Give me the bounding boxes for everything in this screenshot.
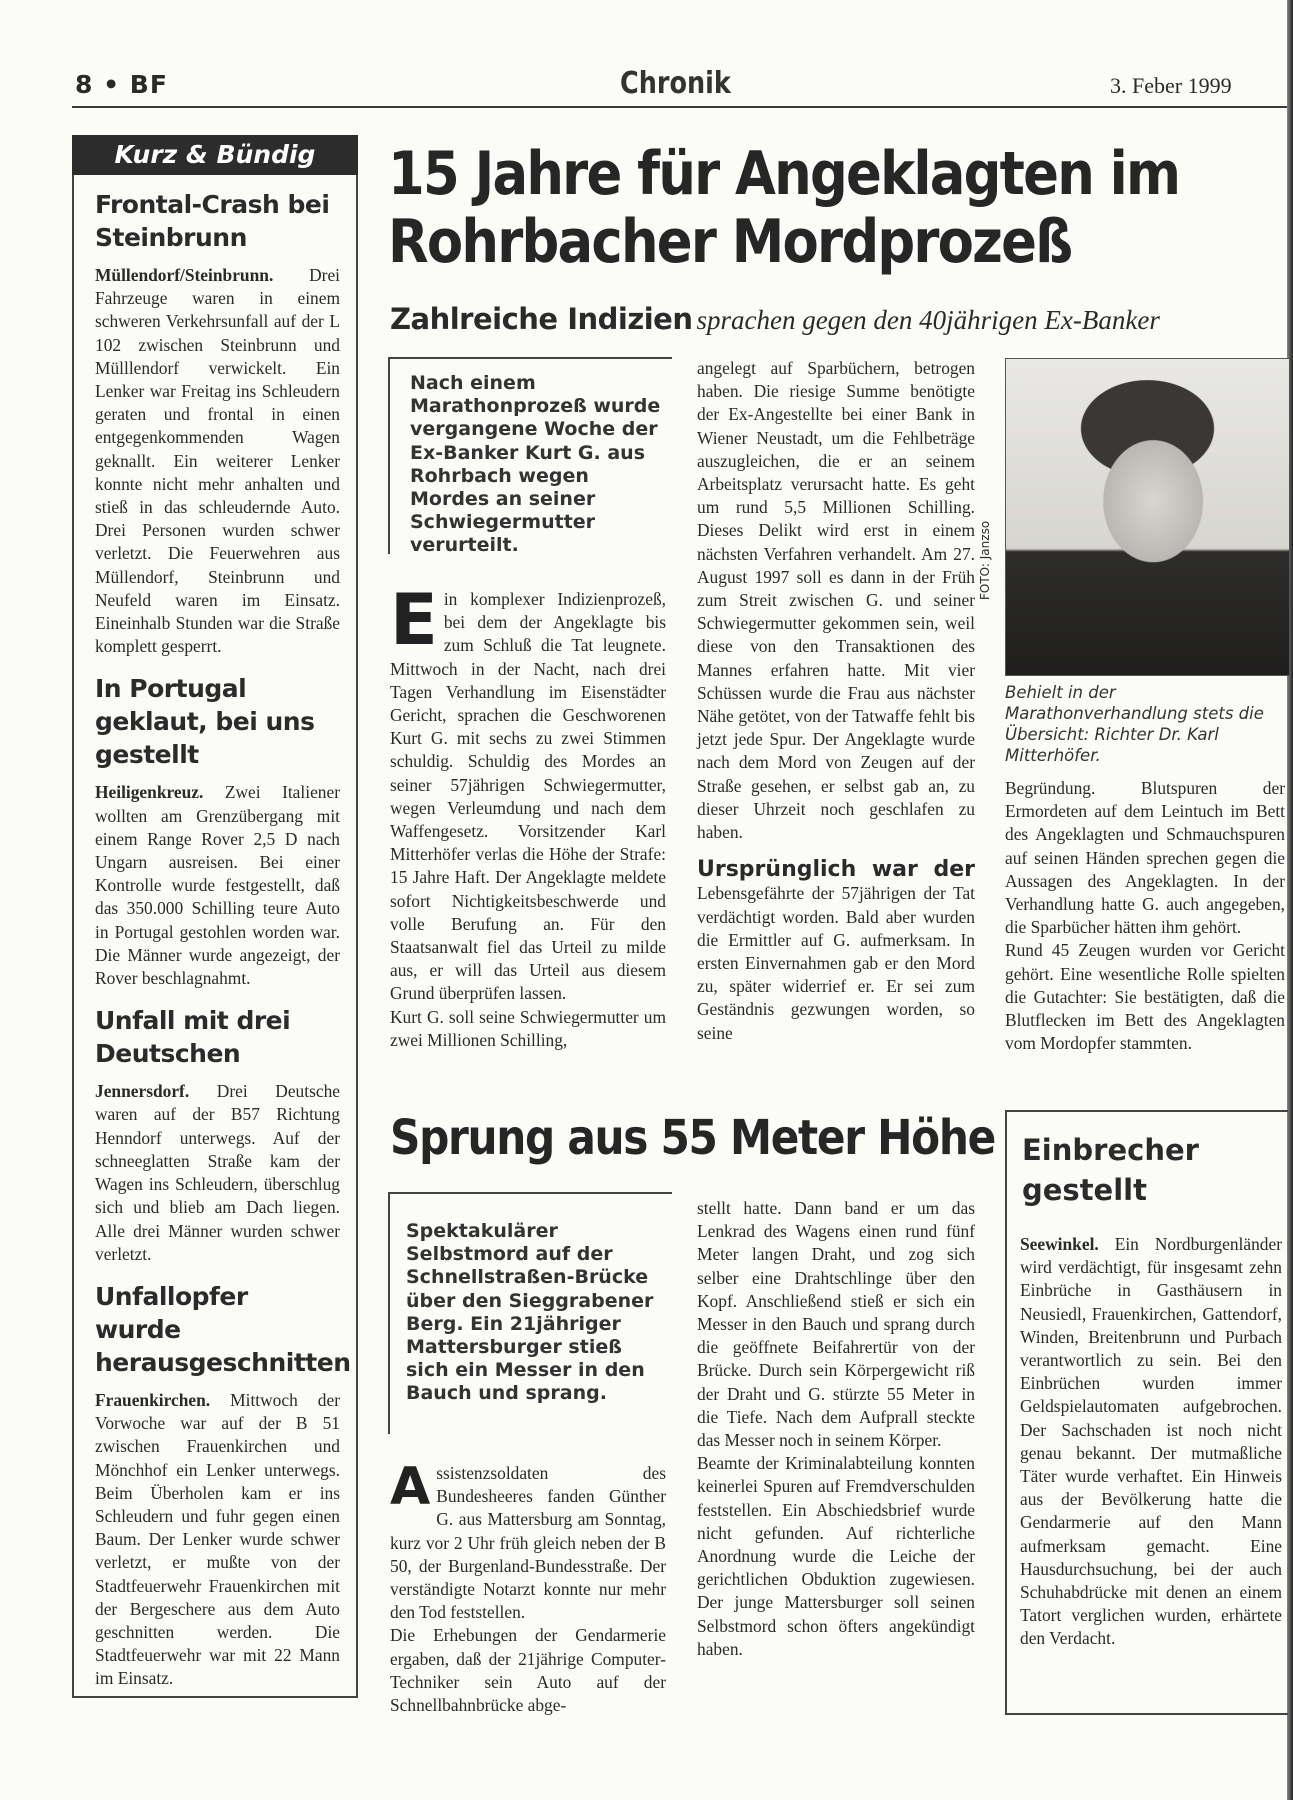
brief-headline: In Portugal geklaut, bei uns gestellt — [95, 674, 315, 770]
main-subheadline: Zahlreiche Indizien sprachen gegen den 40jährigen Ex-Banker — [390, 302, 1160, 336]
second-column-2 — [697, 1197, 975, 1661]
main-column-2 — [697, 357, 975, 1045]
main-paragraph: Begründung. Blutspuren der Ermordeten auf dem Leintuch im Bett des Angeklagten und Schmauchspuren auf seinen Händen sprechen gegen die Aussagen des Angeklagten. In der Verhandlung hatte G. auch angegeben, die Sparbücher hätten ihm gehört. — [1005, 778, 1285, 938]
brief-headline: Unfall mit drei Deutschen — [95, 1006, 291, 1069]
third-body: Seewinkel. Ein Nordburgenländer wird verdächtigt, für insgesamt zehn Einbrüche in Gasthäusern in Neusiedl, Frauenkirchen, Gattendorf, Winden, Breitenbrunn und Purbach verantwortlich zu sein. Bei den Einbrüchen wurden immer Geldspielautomaten aufgebrochen. Der Sachschaden ist noch nicht genau bekannt. Der mutmaßliche Täter wurde verhaftet. Ein Hinweis aus der Bevölkerung hatte die Gendarmerie auf den Mann aufmerksam gemacht. Eine Hausdurchsuchung, bei der auch Schuhabdrücke mit denen an einem Tatort verglichen wurden, erhärtete den Verdacht. — [1020, 1234, 1282, 1649]
photo-caption: Behielt in der Marathonverhandlung stets die Übersicht: Richter Dr. Karl Mitterhöfer. — [1005, 683, 1264, 765]
dropcap: E — [390, 579, 438, 661]
brief-headline: Frontal-Crash bei Steinbrunn — [95, 190, 330, 252]
main-column-3 — [1005, 777, 1285, 1055]
brief-item — [95, 672, 340, 990]
main-paragraph: Ursprünglich war der Lebensgefährte der 57jährigen der Tat verdächtigt worden. Bald aber wurden die Ermittler auf G. aufmerksam. In ersten Einvernahmen gab er den Mord zu, später widerrief er. Er sei zum Geständnis gezwungen worden, so seine — [697, 857, 975, 1043]
brief-body: Frauenkirchen. Mittwoch der Vorwoche war auf der B 51 zwischen Frauenkirchen und Mönchhof ein Lenker unterwegs. Beim Überholen kam er ins Schleudern und fuhr gegen einen Baum. Der Lenker wurde schwer verletzt, er mußte von der Stadtfeuerwehr Frauenkirchen mit der Bergeschere aus dem Auto geschnitten werden. Die Stadtfeuerwehr war mit 22 Mann im Einsatz. — [95, 1389, 340, 1689]
second-column-1 — [390, 1457, 666, 1717]
section-title: Chronik — [620, 66, 731, 101]
second-paragraph: Assistenzsoldaten des Bundesheeres fanden Günther G. aus Mattersburg am Sonntag, kurz vor 2 Uhr früh gleich neben der B 50, der Burgenland-Bundesstraße. Der verständigte Notarzt konnte nur mehr den Tod feststellen. — [390, 1457, 666, 1623]
brief-body: Jennersdorf. Drei Deutsche waren auf der B57 Richtung Henndorf unterwegs. Auf der schneeglatten Straße kam der Wagen ins Schleudern, überschlug sich und blieb am Dach liegen. Alle drei Männer wurden schwer verletzt. — [95, 1081, 340, 1264]
brief-dateline: Frauenkirchen. — [95, 1389, 211, 1410]
main-paragraph: Ein komplexer Indizienprozeß, bei dem der Angeklagte bis zum Schluß die Tat leugnete. Mittwoch in der Nacht, nach drei Tagen Verhandlung im Eisenstädter Gericht, sprachen die Geschworenen Kurt G. mit sechs zu zwei Stimmen schuldig. Schuldig des Mordes an seiner 57jährigen Schwiegermutter, wegen Verleumdung und nach dem Waffengesetz. Vorsitzender Karl Mitterhöfer verlas die Höhe der Strafe: 15 Jahre Haft. Der Angeklagte meldete sofort Nichtigkeitsbeschwerde und volle Berufung an. Für den Staatsanwalt fiel das Urteil zu milde aus, er will das Urteil aus diesem Grund überprüfen lassen. — [390, 579, 666, 1004]
brief-item — [95, 1280, 351, 1691]
second-headline: Sprung aus 55 Meter Höhe — [390, 1110, 995, 1166]
main-lead: Nach einem Marathonprozeß wurde vergangene Woche der Ex-Banker Kurt G. aus Rohrbach wegen Mordes an seiner Schwiegermutter verurteilt. — [410, 372, 661, 557]
kurz-buendig-list — [95, 188, 351, 1705]
main-paragraph: Rund 45 Zeugen wurden vor Gericht gehört. Eine wesentliche Rolle spielten die Gutachter: Sie bestätigten, daß die Blutflecken im Bett des Angeklagten vom Mordopfer stammten. — [1005, 940, 1285, 1054]
second-paragraph: Die Erhebungen der Gendarmerie ergaben, daß der 21jährige Computer-Techniker sein Auto auf der Schnellbahnbrücke abge- — [390, 1625, 666, 1716]
second-paragraph: Beamte der Kriminalabteilung konnten keinerlei Spuren auf Fremdverschulden feststellen. Ein Abschiedsbrief wurde nicht gefunden. Auf richterliche Anordnung wurde die Leiche der gerichtlichen Obduktion zugewiesen. Der junge Mattersburger soll seinen Selbstmord schon öfters angekündigt haben. — [697, 1453, 975, 1659]
third-headline: Einbrecher gestellt — [1022, 1133, 1199, 1207]
issue-date: 3. Feber 1999 — [1110, 73, 1232, 98]
brief-headline: Unfallopfer wurde herausgeschnitten — [95, 1281, 351, 1377]
brief-item — [95, 188, 340, 658]
main-headline: 15 Jahre für Angeklagten im Rohrbacher Mordprozeß — [388, 139, 1180, 277]
main-paragraph: Kurt G. soll seine Schwiegermutter um zwei Millionen Schilling, — [390, 1006, 666, 1050]
brief-body: Heiligenkreuz. Zwei Italiener wollten am Grenzübergang mit einem Range Rover 2,5 D nach Ungarn ausreisen. Bei einer Kontrolle wurde festgestellt, daß das 350.000 Schilling teure Auto in Portugal gestohlen worden war. Die Männer wurde angezeigt, der Rover beschlagnahmt. — [95, 782, 340, 989]
brief-dateline: Heiligenkreuz. — [95, 782, 204, 803]
main-column-1 — [390, 579, 666, 1052]
third-dateline: Seewinkel. — [1020, 1234, 1099, 1254]
dropcap: A — [390, 1457, 431, 1517]
brief-dateline: Müllendorf/Steinbrunn. — [95, 265, 274, 285]
page-number: 8 • BF — [75, 70, 168, 99]
brief-dateline: Jennersdorf. — [95, 1081, 190, 1102]
brief-item — [95, 1004, 340, 1266]
kurz-buendig-title: Kurz & Bündig — [72, 135, 358, 175]
main-paragraph: angelegt auf Sparbüchern, betrogen haben. Die riesige Summe benötigte der Ex-Angestellte bei einer Bank in Wiener Neustadt, um die Fehlbeträge auszugleichen, die er an seinem Arbeitsplatz verursacht hatte. Es geht um rund 5,5 Millionen Schilling. Dieses Delikt wird erst in einem nächsten Verfahren verhandelt. Am 27. August 1997 soll es dann in der Früh zum Streit zwischen G. und seiner Schwiegermutter gekommen sein, weil diese von den Transaktionen des Mannes erfahren hatte. Mit vier Schüssen wurde die Frau aus nächster Nähe getötet, von der Tatwaffe fehlt bis jetzt jede Spur. Der Angeklagte wurde nach dem Mord von Zeugen auf der Straße gesehen, er selbst gab an, zu dieser Uhrzeit noch geschlafen zu haben. — [697, 358, 975, 843]
judge-photo — [1005, 358, 1290, 676]
inline-subhead: Ursprünglich war der — [697, 857, 975, 883]
brief-body: Müllendorf/Steinbrunn. Drei Fahrzeuge waren in einem schweren Verkehrsunfall auf der L 102 zwischen Steinbrunn und Mülllendorf verwickelt. Ein Lenker war Freitag ins Schleudern geraten und frontal in einen entgegenkommenden Wagen geknallt. Ein weiterer Lenker konnte nicht mehr anhalten und stieß in das schleudernde Auto. Drei Personen wurden schwer verletzt. Die Feuerwehren aus Müllendorf, Steinbrunn und Neufeld waren im Einsatz. Eineinhalb Stunden war die Straße komplett gesperrt. — [95, 265, 340, 657]
second-paragraph: stellt hatte. Dann band er um das Lenkrad des Wagens einen rund fünf Meter langen Draht, und zog sich selber eine Drahtschlinge über den Kopf. Anschließend stieß er sich ein Messer in den Bauch und sprang durch die geöffnete Beifahrertür von der Brücke. Durch sein Körpergewicht riß der Draht und G. stürzte 55 Meter in die Tiefe. Nach dem Aufprall steckte das Messer noch in seinem Körper. — [697, 1198, 975, 1451]
photo-credit: FOTO: Janzso — [978, 520, 992, 600]
header-rule — [72, 106, 1287, 108]
second-lead: Spektakulärer Selbstmord auf der Schnellstraßen-Brücke über den Sieggrabener Berg. Ein 21jähriger Mattersburger stieß sich ein Messer in den Bauch und sprang. — [406, 1220, 654, 1405]
